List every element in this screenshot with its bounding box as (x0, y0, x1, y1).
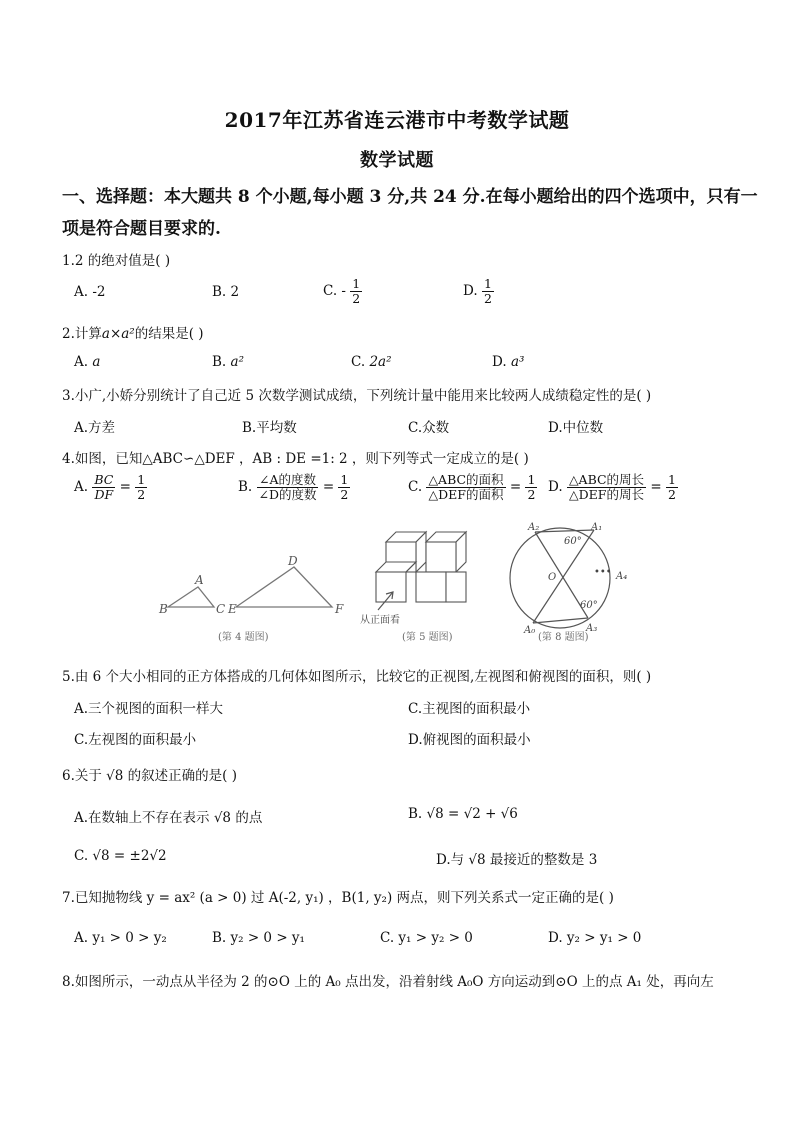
q4-option-d-rhs (666, 473, 678, 502)
label-e: E (228, 602, 237, 616)
q2-option-c-expr: 2a² (369, 354, 392, 370)
q2-option-d (492, 354, 524, 370)
q4-option-b-lhs (257, 473, 319, 502)
q2-option-b-expr: a² (230, 354, 244, 370)
q1-option-d (463, 277, 494, 306)
figure-strip (150, 520, 670, 650)
q8-stem: 8.如图所示，一动点从半径为 2 的⊙O 上的 A₀ 点出发，沿着射线 A₀O 方向运动到⊙O 上的点 A₁ 处，再向左 (62, 974, 714, 990)
q1-option-c-fraction (350, 277, 362, 306)
fig4-triangles (168, 567, 332, 607)
label-a0: A₀ (524, 625, 536, 636)
q5-option-a: A.三个视图的面积一样大 (74, 701, 224, 717)
q4-option-d-rhs-num: 1 (667, 472, 676, 487)
q4-option-b-eq: = (322, 479, 335, 495)
q2-option-b-prefix: B. (212, 354, 227, 370)
q4-option-c-rhs-den: 2 (527, 487, 536, 502)
label-f: F (335, 602, 344, 616)
q3-option-d: D.中位数 (548, 420, 604, 436)
q7-option-a: A. y₁ > 0 > y₂ (74, 930, 167, 946)
q2-option-d-prefix: D. (492, 354, 507, 370)
q4-option-b-prefix: B. (238, 479, 253, 495)
q6-option-d: D.与 √8 最接近的整数是 3 (436, 852, 598, 868)
q1-option-c-num: 1 (352, 276, 361, 291)
q5-option-d: D.俯视图的面积最小 (408, 732, 531, 748)
page-title: 2017年江苏省连云港市中考数学试题 (224, 108, 570, 132)
fig5-view-label: 从正面看 (360, 615, 400, 626)
q1-option-c-den: 2 (352, 291, 361, 306)
q2-option-c-prefix: C. (351, 354, 366, 370)
triangle-def (236, 567, 332, 607)
q2-stem-expr: a×a² (101, 326, 135, 342)
q5-option-b: C.左视图的面积最小 (74, 732, 197, 748)
label-a2: A₂ (528, 522, 540, 533)
q4-option-b-den: ∠D的度数 (258, 487, 317, 502)
q7-option-d: D. y₂ > y₁ > 0 (548, 930, 642, 946)
label-a: A (195, 573, 204, 587)
label-dots: ••• (594, 567, 612, 578)
label-a1: A₁ (591, 522, 603, 533)
fig5-caption: (第 5 题图) (402, 632, 453, 643)
q1-option-d-fraction (482, 277, 494, 306)
q4-option-a-den: DF (94, 487, 114, 502)
label-a4: A₄ (616, 571, 628, 582)
q1-option-d-num: 1 (483, 276, 492, 291)
label-o: O (548, 572, 557, 583)
q4-option-c-num: △ABC的面积 (428, 472, 504, 487)
q4-option-b-rhs (338, 473, 350, 502)
q4-option-d (548, 473, 678, 502)
q2-option-c (351, 354, 392, 370)
q2-option-a-expr: a (92, 354, 101, 370)
q4-option-d-prefix: D. (548, 479, 563, 495)
q6-stem: 6.关于 √8 的叙述正确的是( ) (62, 768, 237, 784)
q1-stem: 1.2 的绝对值是( ) (62, 253, 171, 269)
q4-option-c-prefix: C. (408, 479, 423, 495)
label-b: B (159, 602, 168, 616)
label-angle-top: 60° (564, 536, 582, 547)
q4-option-a (74, 473, 147, 502)
q4-option-d-rhs-den: 2 (667, 487, 676, 502)
q4-option-a-prefix: A. (74, 479, 89, 495)
q4-option-a-rhs-den: 2 (137, 487, 146, 502)
q2-option-d-expr: a³ (510, 354, 525, 370)
q1-option-b: B. 2 (212, 284, 240, 300)
triangle-abc (168, 587, 214, 607)
q2-option-a-prefix: A. (74, 354, 89, 370)
q6-option-a: A.在数轴上不存在表示 √8 的点 (74, 810, 263, 826)
q4-option-c-den: △DEF的面积 (428, 487, 504, 502)
section-instructions-line1: 一、选择题：本大题共 8 个小题,每小题 3 分,共 24 分.在每小题给出的四个选项中，只有一 (62, 187, 758, 207)
q1-option-c (323, 277, 362, 306)
q4-option-b-rhs-num: 1 (340, 472, 349, 487)
q1-option-c-prefix: C. - (323, 283, 346, 299)
q7-stem: 7.已知抛物线 y = ax² (a > 0) 过 A(-2, y₁) ，B(1, y₂) 两点，则下列关系式一定正确的是( ) (62, 890, 614, 906)
q1-option-d-prefix: D. (463, 283, 478, 299)
q4-option-c-eq: = (509, 479, 522, 495)
q6-option-b: B. √8 = √2 + √6 (408, 806, 518, 822)
q4-option-b-num: ∠A的度数 (259, 472, 317, 487)
label-a3: A₃ (586, 623, 598, 634)
fig4-caption: (第 4 题图) (218, 632, 269, 643)
fig8-circle (510, 528, 610, 628)
label-angle-bottom: 60° (580, 600, 598, 611)
q4-option-c (408, 473, 537, 502)
q4-option-c-rhs-num: 1 (527, 472, 536, 487)
q1-option-a: A. -2 (74, 284, 106, 300)
q7-option-c: C. y₁ > y₂ > 0 (380, 930, 473, 946)
q7-option-b: B. y₂ > 0 > y₁ (212, 930, 305, 946)
section-instructions-line2: 项是符合题目要求的. (62, 219, 221, 239)
q4-option-b (238, 473, 350, 502)
q2-stem-pre: 2.计算 (62, 326, 102, 342)
page-subtitle: 数学试题 (360, 150, 434, 171)
label-d: D (288, 554, 298, 568)
q3-stem: 3.小广,小娇分别统计了自己近 5 次数学测试成绩，下列统计量中能用来比较两人成绩稳定性的是( ) (62, 388, 652, 404)
q6-option-c: C. √8 = ±2√2 (74, 848, 167, 864)
q4-option-d-lhs (567, 473, 646, 502)
q4-option-a-rhs-num: 1 (137, 472, 146, 487)
q5-stem: 5.由 6 个大小相同的正方体搭成的几何体如图所示，比较它的正视图,左视图和俯视图的面积，则( ) (62, 669, 652, 685)
q4-stem: 4.如图，已知△ABC∽△DEF ，AB : DE =1: 2 ，则下列等式一定成立的是( ) (62, 451, 529, 467)
fig5-cubes (376, 532, 466, 602)
q3-option-c: C.众数 (408, 420, 450, 436)
q4-option-d-den: △DEF的周长 (569, 487, 644, 502)
q3-option-a: A.方差 (74, 420, 116, 436)
q2-option-b (212, 354, 244, 370)
q4-option-d-eq: = (650, 479, 662, 495)
q4-option-a-eq: = (119, 479, 131, 495)
q1-option-d-den: 2 (483, 291, 492, 306)
q4-option-c-lhs (426, 473, 505, 502)
q2-stem-post: 的结果是( ) (134, 326, 204, 342)
q4-option-d-num: △ABC的周长 (568, 472, 645, 487)
fig8-caption: (第 8 题图) (538, 632, 589, 643)
label-c: C (216, 602, 226, 616)
q5-option-c: C.主视图的面积最小 (408, 701, 531, 717)
q2-option-a (74, 354, 100, 370)
q4-option-c-rhs (525, 473, 537, 502)
q4-option-a-lhs (92, 473, 115, 502)
q4-option-a-num: BC (94, 472, 114, 487)
q4-option-a-rhs (135, 473, 147, 502)
q4-option-b-rhs-den: 2 (340, 487, 349, 502)
q2-stem (62, 322, 204, 342)
q3-option-b: B.平均数 (242, 420, 297, 436)
